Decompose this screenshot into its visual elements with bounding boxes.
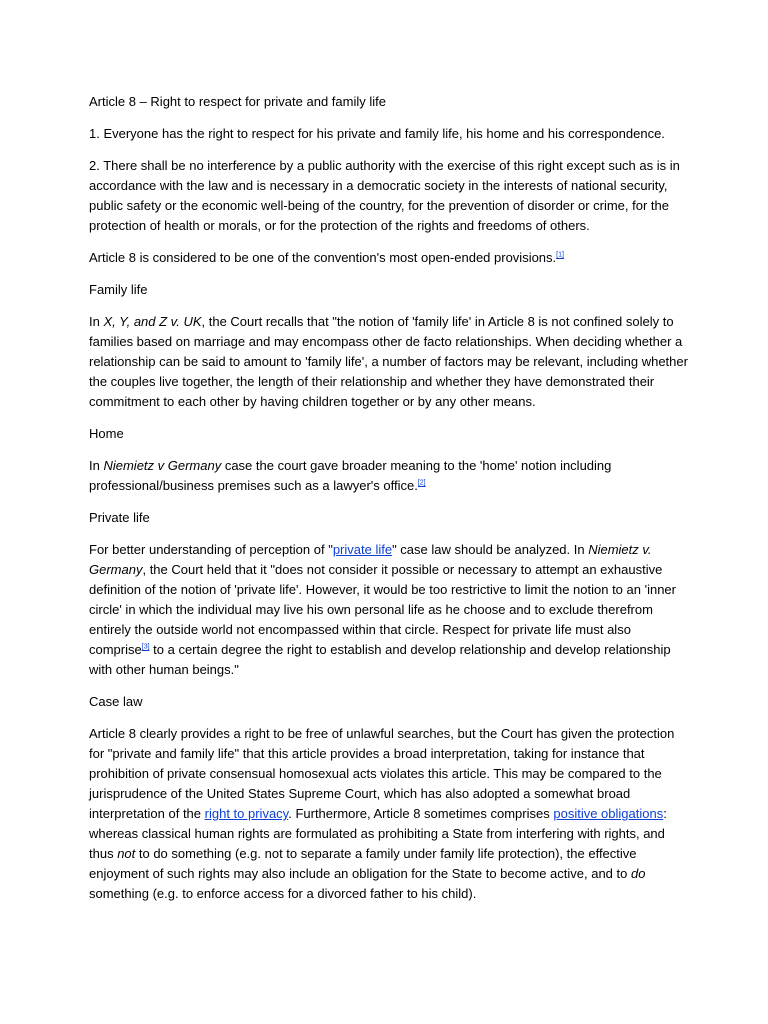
heading-private-life: Private life [89,510,150,525]
family-life-pre: In [89,314,104,329]
heading-family-life: Family life [89,282,148,297]
footnote-link-2[interactable]: [2] [417,479,426,487]
footnote-link-1[interactable]: [1] [556,251,564,259]
family-life-text: , the Court recalls that "the notion of 'family life' in Article 8 is not confined solely to families based on marriage and may encompass other de facto relationships. When deciding whether a relationship can be said to amount to 'family life', a number of factors may be relevant, including whether the couples live together, the length of their relationship and whether they have demonstrated their commitment to each other by having children together or by any other means. [89,314,688,409]
case-law-text-5: something (e.g. to enforce access for a divorced father to his child). [89,886,477,901]
footnote-ref-2 [418,480,426,487]
home-text: case the court gave broader meaning to the 'home' notion including professional/business premises such as a lawyer's office. [89,458,612,493]
paragraph-1: 1. Everyone has the right to respect for his private and family life, his home and his correspondence. [89,126,665,141]
case-law-text-3: : whereas classical human rights are formulated as prohibiting a State from interfering with rights, and thus [89,806,667,861]
right-to-privacy-link[interactable]: right to privacy [204,806,289,821]
article-title: Article 8 – Right to respect for private and family life [89,94,386,109]
paragraph-3-text: Article 8 is considered to be one of the convention's most open-ended provisions. [89,250,557,265]
footnote-ref-3 [142,644,150,651]
private-life-pre: For better understanding of perception of " [89,542,333,557]
private-life-end: to a certain degree the right to establish and develop relationship and develop relationship with other human beings." [89,642,671,677]
case-law-emphasis-not: not [117,846,136,861]
case-law-text-4: to do something (e.g. not to separate a family under family life protection), the effective enjoyment of such rights may also include an obligation for the State to become active, and to [89,846,637,881]
heading-case-law: Case law [89,694,143,709]
private-life-paragraph [89,540,689,680]
private-life-link[interactable]: private life [332,542,393,557]
home-pre: In [89,458,104,473]
case-law-text-1: Article 8 clearly provides a right to be free of unlawful searches, but the Court has given the protection for "private and family life" that this article provides a broad interpretation, taking for instance that prohibition of private consensual homosexual acts violates this article. This may be compared to the jurisprudence of the United States Supreme Court, which has also adopted a somewhat broad interpretation of the [89,726,675,821]
heading-home: Home [89,426,124,441]
footnote-link-3[interactable]: [3] [141,643,150,651]
document-page [89,92,689,916]
family-life-paragraph [89,312,689,412]
paragraph-2: 2. There shall be no interference by a public authority with the exercise of this right except such as is in accordance with the law and is necessary in a democratic society in the interests of national security, public safety or the economic well-being of the country, for the prevention of disorder or crime, for the protection of health or morals, or for the protection of the rights and freedoms of others. [89,158,680,233]
home-paragraph [89,456,689,496]
footnote-ref-1 [556,252,564,259]
case-law-text-2: . Furthermore, Article 8 sometimes comprises [288,806,554,821]
private-life-text: , the Court held that it "does not consider it possible or necessary to attempt an exhaustive definition of the notion of 'private life'. However, it would be too restrictive to limit the notion to an 'inner circle' in which the individual may live his own personal life as he choose and to exclude therefrom entirely the outside world not encompassed within that circle. Respect for private life must also comprise [89,562,676,657]
paragraph-3 [89,248,689,268]
private-life-mid: " case law should be analyzed. In [392,542,589,557]
family-life-case-name: X, Y, and Z v. UK [103,314,202,329]
positive-obligations-link[interactable]: positive obligations [553,806,664,821]
case-law-emphasis-do: do [630,866,646,881]
home-case-name: Niemietz v Germany [103,458,222,473]
private-life-case-name: Niemietz v. Germany [89,542,652,577]
case-law-paragraph [89,724,689,904]
